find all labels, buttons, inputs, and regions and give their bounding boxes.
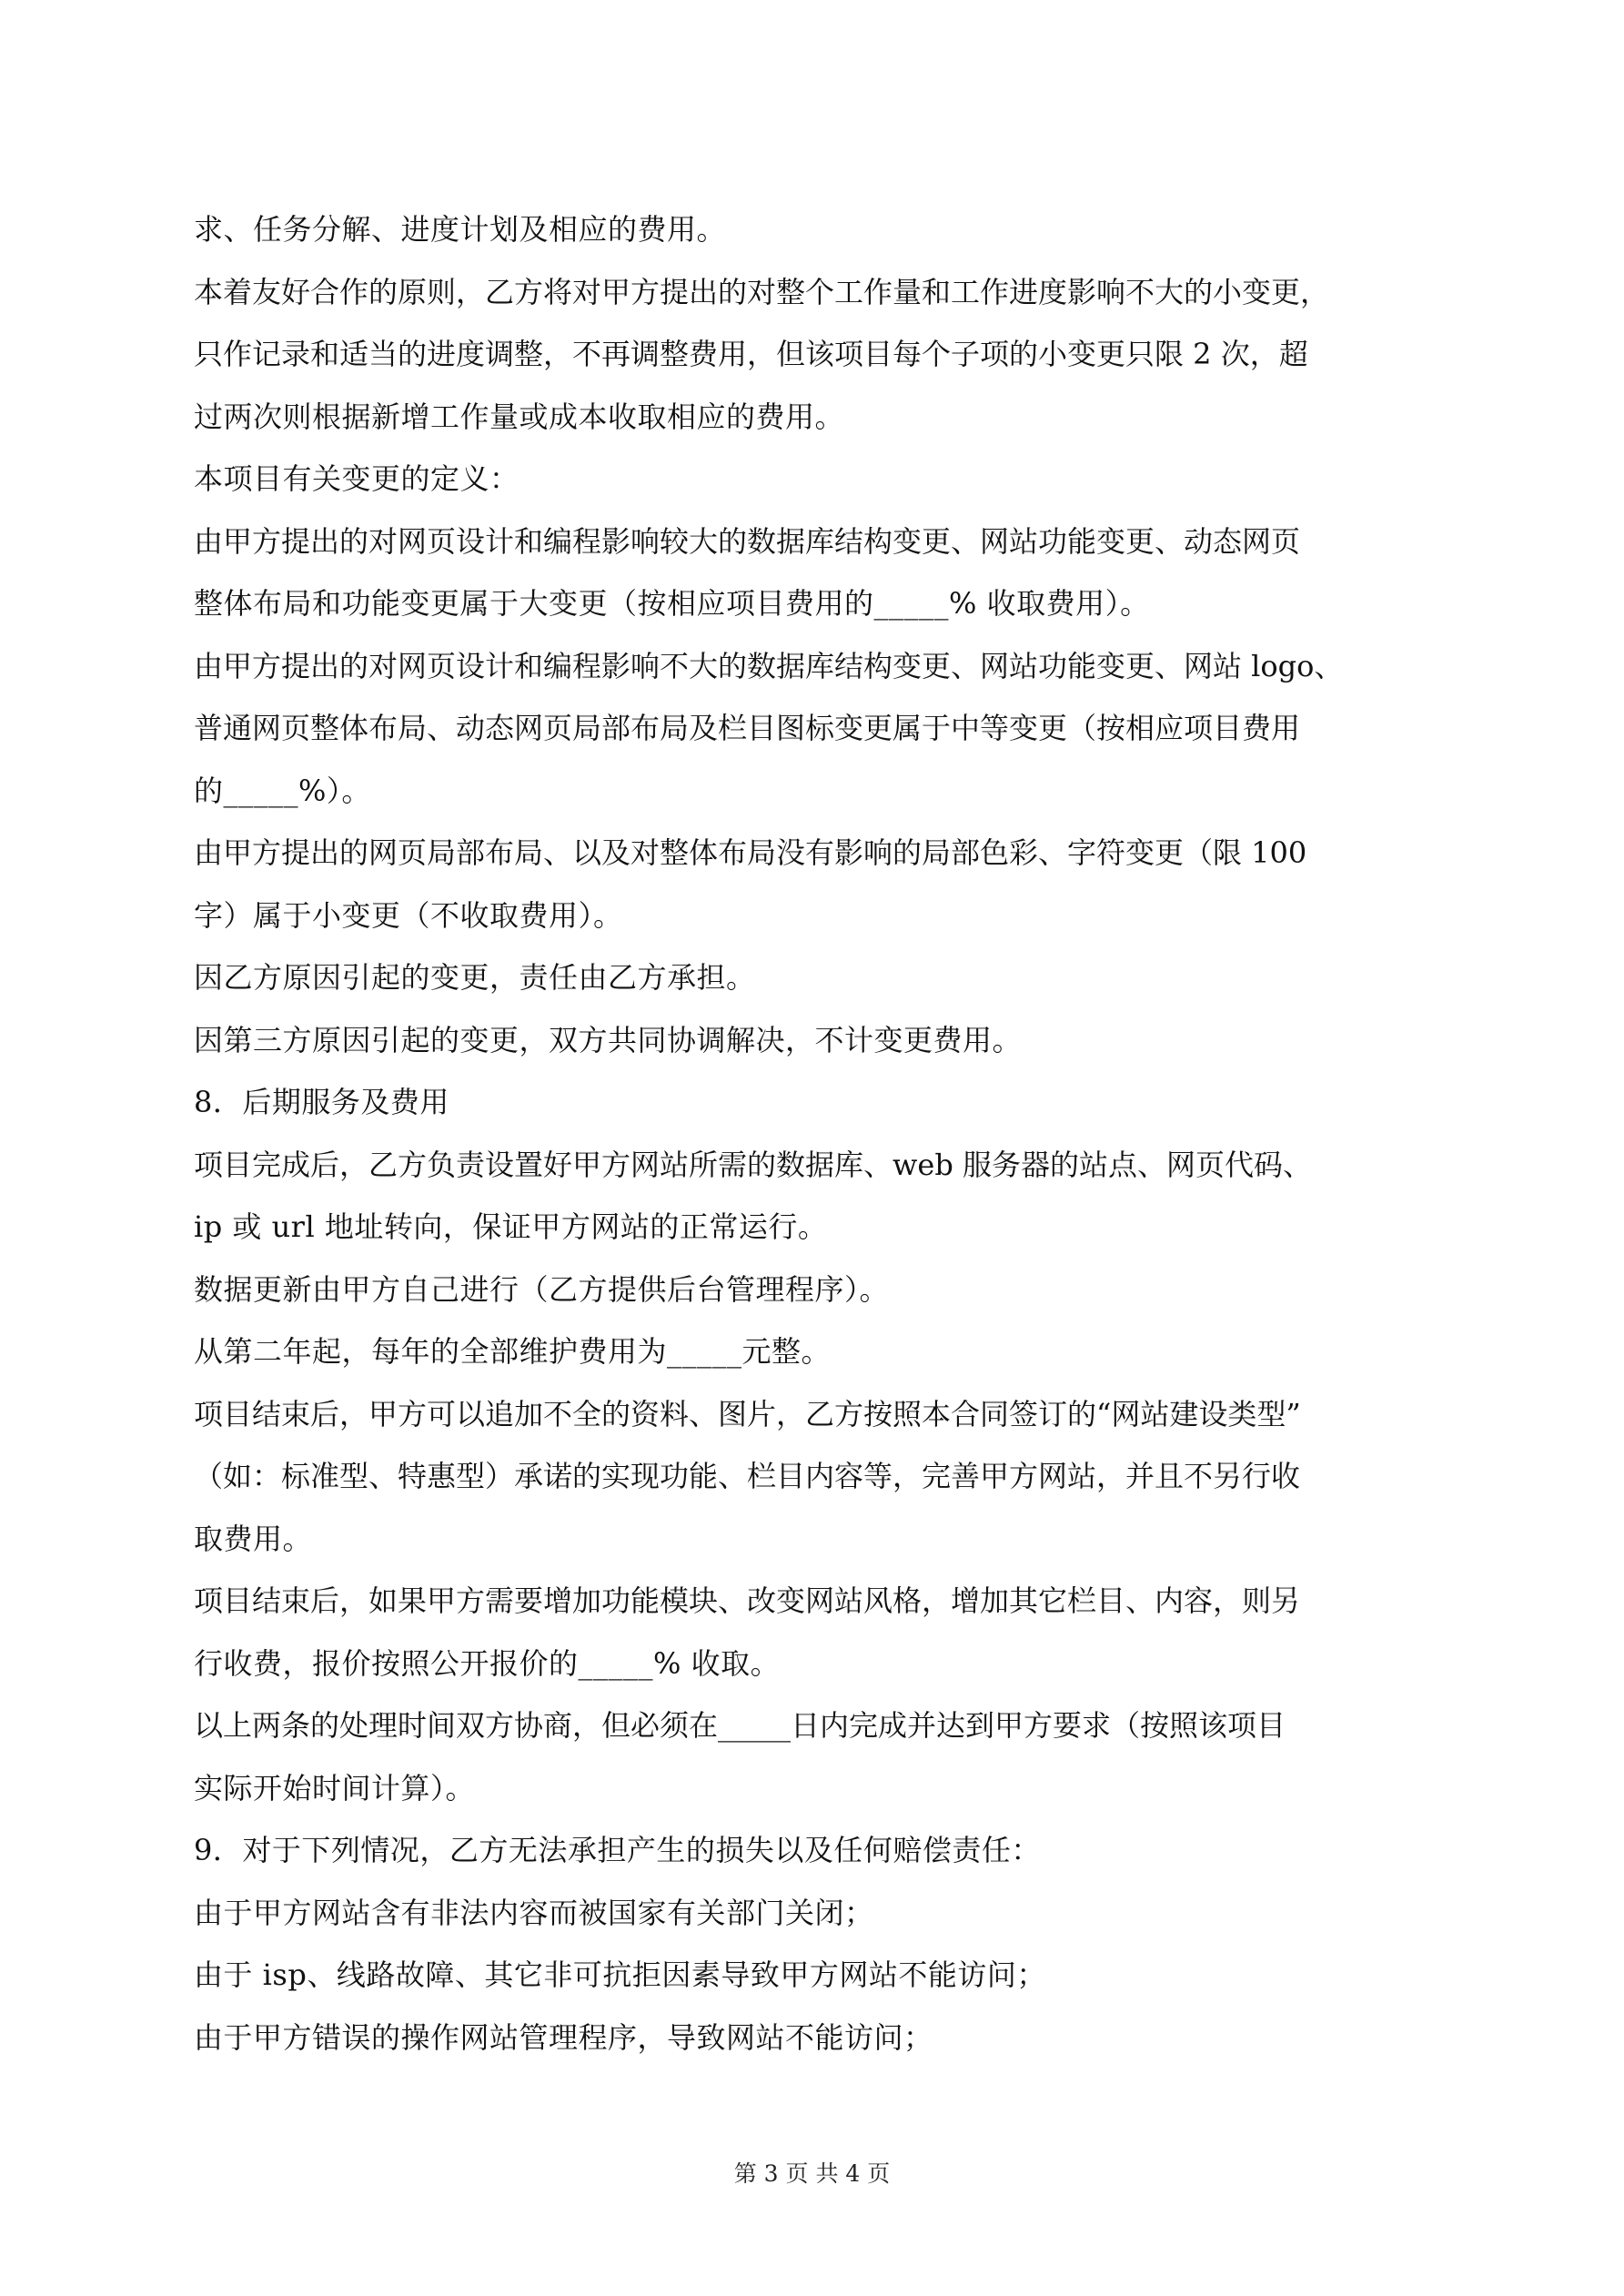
text-line: 由于甲方错误的操作网站管理程序，导致网站不能访问； (194, 2019, 933, 2055)
text-line: 取费用。 (194, 1521, 313, 1556)
text-line: 本项目有关变更的定义： (194, 461, 519, 496)
text-line: 普通网页整体布局、动态网页局部布局及栏目图标变更属于中等变更（按相应项目费用 (194, 711, 1301, 745)
document-body (194, 198, 1442, 2068)
text-line: 求、任务分解、进度计划及相应的费用。 (194, 212, 727, 247)
text-line: 的_____%）。 (194, 773, 371, 808)
section-heading: 9．对于下列情况，乙方无法承担产生的损失以及任何赔偿责任： (194, 1833, 1041, 1867)
text-line: 由甲方提出的网页局部布局、以及对整体布局没有影响的局部色彩、字符变更（限 100 (194, 835, 1307, 870)
text-line: 由甲方提出的对网页设计和编程影响较大的数据库结构变更、网站功能变更、动态网页 (194, 523, 1301, 559)
text-line: 本着友好合作的原则，乙方将对甲方提出的对整个工作量和工作进度影响不大的小变更， (194, 274, 1330, 309)
section-heading: 8．后期服务及费用 (194, 1085, 449, 1119)
text-line: 因第三方原因引起的变更，双方共同协调解决，不计变更费用。 (194, 1022, 1023, 1057)
text-line: 由甲方提出的对网页设计和编程影响不大的数据库结构变更、网站功能变更、网站 logo、 (194, 648, 1344, 683)
text-line: 只作记录和适当的进度调整，不再调整费用，但该项目每个子项的小变更只限 2 次，超 (194, 337, 1308, 371)
text-line: 由于 isp、线路故障、其它非可抗拒因素导致甲方网站不能访问； (194, 1957, 1046, 1992)
text-line: 项目完成后，乙方负责设置好甲方网站所需的数据库、web 服务器的站点、网页代码、 (194, 1147, 1312, 1182)
text-line: 以上两条的处理时间双方协商，但必须在_____日内完成并达到甲方要求（按照该项目 (194, 1708, 1286, 1743)
text-line: （如：标准型、特惠型）承诺的实现功能、栏目内容等，完善甲方网站，并且不另行收 (194, 1459, 1301, 1493)
text-line: 项目结束后，甲方可以追加不全的资料、图片，乙方按照本合同签订的“网站建设类型” (194, 1396, 1301, 1431)
text-line: 字）属于小变更（不收取费用）。 (194, 897, 623, 933)
text-line: 从第二年起，每年的全部维护费用为_____元整。 (194, 1334, 832, 1369)
text-line: 数据更新由甲方自己进行（乙方提供后台管理程序）。 (194, 1271, 890, 1307)
text-line: 行收费，报价按照公开报价的_____% 收取。 (194, 1645, 781, 1681)
text-line: 因乙方原因引起的变更，责任由乙方承担。 (194, 960, 756, 995)
text-line: 实际开始时间计算）。 (194, 1770, 476, 1805)
text-line: 过两次则根据新增工作量或成本收取相应的费用。 (194, 399, 845, 434)
text-line: ip 或 url 地址转向，保证甲方网站的正常运行。 (194, 1209, 828, 1244)
text-line: 由于甲方网站含有非法内容而被国家有关部门关闭； (194, 1895, 874, 1930)
text-line: 整体布局和功能变更属于大变更（按相应项目费用的_____% 收取费用）。 (194, 586, 1150, 621)
page-footer: 第 3 页 共 4 页 (733, 2160, 891, 2187)
text-line: 项目结束后，如果甲方需要增加功能模块、改变网站风格，增加其它栏目、内容，则另 (194, 1583, 1301, 1618)
